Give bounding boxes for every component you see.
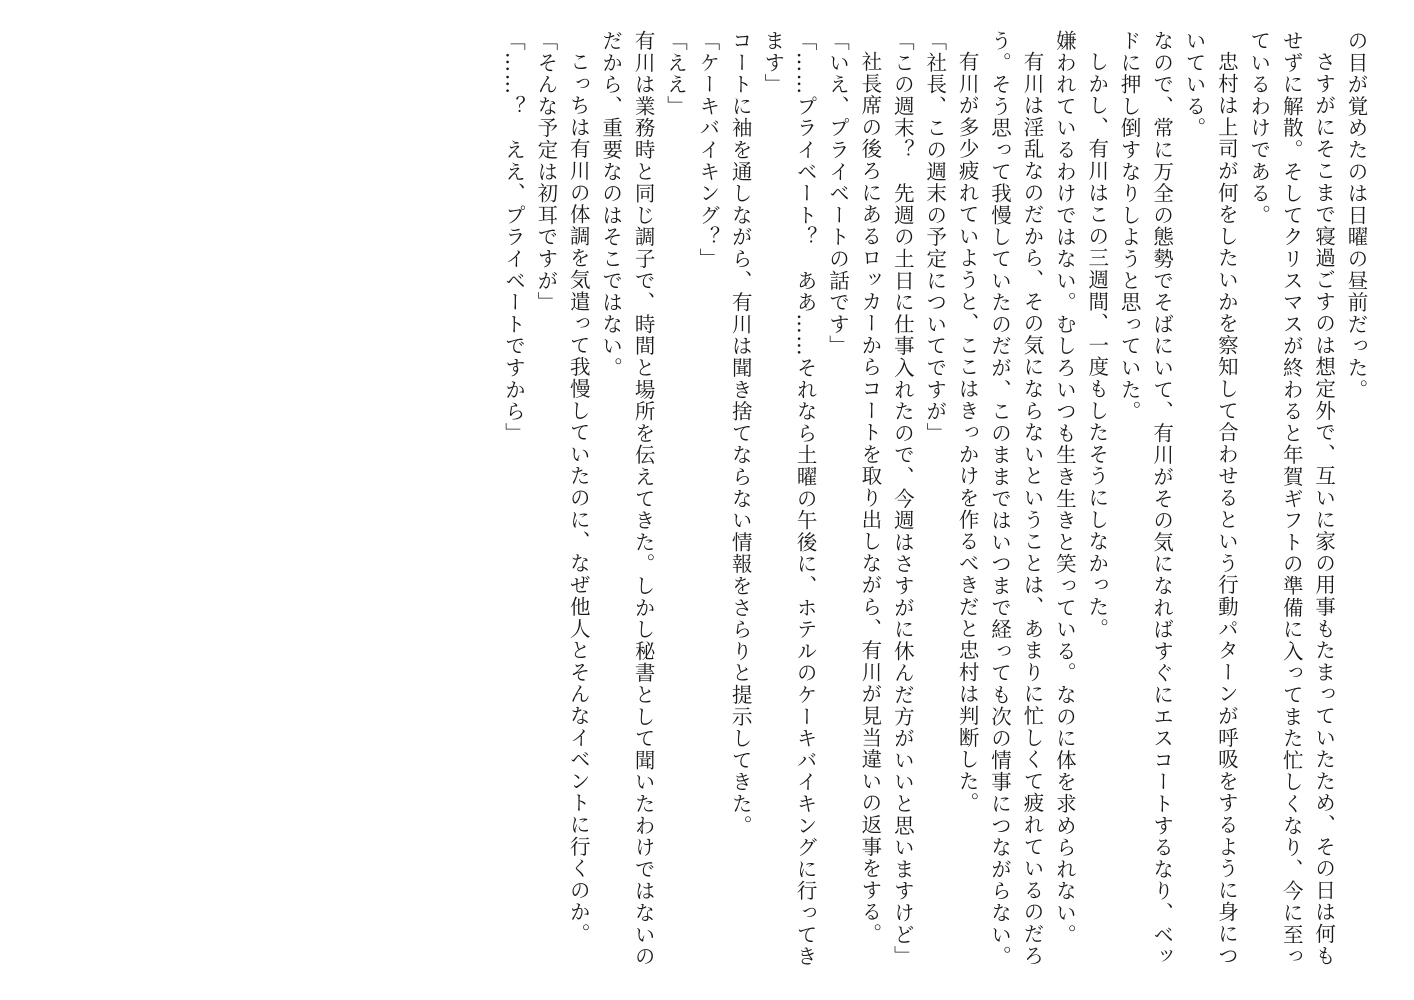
paragraph: 有川は淫乱なのだから、その気にならないということは、あまりに忙しくて疲れているのだろう。そう思って我慢していたのだが、このままではいつまで経っても次の情事につながらない。 bbox=[987, 30, 1044, 968]
dialogue-line: 「そんな予定は初耳ですが」 bbox=[533, 30, 558, 314]
dialogue-line: 「いえ、プライベートの話です」 bbox=[825, 30, 850, 357]
paragraph: しかし、有川はこの三週間、一度もしたそうにしなかった。 bbox=[1084, 50, 1109, 640]
dialogue-line: 「この週末？ 先週の土日に仕事入れたので、今週はさすがに休んだ方がいいと思いますけど」 bbox=[890, 30, 915, 968]
paragraph: なので、常に万全の態勢でそばにいて、有川がその気になればすぐにエスコートするなり、ベッドに押し倒すなりしようと思っていた。 bbox=[1117, 30, 1174, 968]
paragraph: 忠村は上司が何をしたいかを察知して合わせるという行動パターンが呼吸をするように身についている。 bbox=[1181, 30, 1239, 967]
dialogue-line: 「……プライベート？ ああ……それなら土曜の午後に、ホテルのケーキバイキングに行ってきます」 bbox=[760, 30, 818, 968]
paragraph: コートに袖を通しながら、有川は聞き捨てならない情報をさらりと提示してきた。 bbox=[728, 30, 753, 837]
vertical-text-body bbox=[497, 30, 1372, 970]
dialogue-line: 「……？ ええ、プライベートですから」 bbox=[501, 30, 526, 445]
paragraph: 社長席の後ろにあるロッカーからコートを取り出しながら、有川が見当違いの返事をする。 bbox=[857, 50, 882, 945]
paragraph: さすがにそこまで寝過ごすのは想定外で、互いに家の用事もたまっていたため、その日は何もせずに解散。そしてクリスマスが終わると年賀ギフトの準備に入ってまた忙しくなり、今に至っているわけである。 bbox=[1246, 30, 1336, 968]
paragraph: の目が覚めたのは日曜の昼前だった。 bbox=[1344, 30, 1368, 401]
paragraph: 有川は業務時と同じ調子で、時間と場所を伝えてきた。しかし秘書として聞いたわけではないのだから、重要なのはそこではない。 bbox=[598, 30, 656, 968]
paragraph: 嫌われているわけではない。むしろいつも生き生きと笑っている。なのに体を求められない。 bbox=[1052, 30, 1077, 946]
paragraph: 有川が多少疲れていようと、ここはきっかけを作るべきだと忠村は判断した。 bbox=[955, 50, 980, 814]
dialogue-line: 「ケーキバイキング？」 bbox=[695, 30, 720, 270]
dialogue-line: 「社長、この週末の予定についてですが」 bbox=[922, 30, 947, 445]
paragraph: こっちは有川の体調を気遣って我慢していたのに、なぜ他人とそんなイベントに行くのか。 bbox=[566, 50, 591, 945]
dialogue-line: 「ええ」 bbox=[663, 30, 688, 118]
document-page bbox=[36, 30, 1372, 980]
